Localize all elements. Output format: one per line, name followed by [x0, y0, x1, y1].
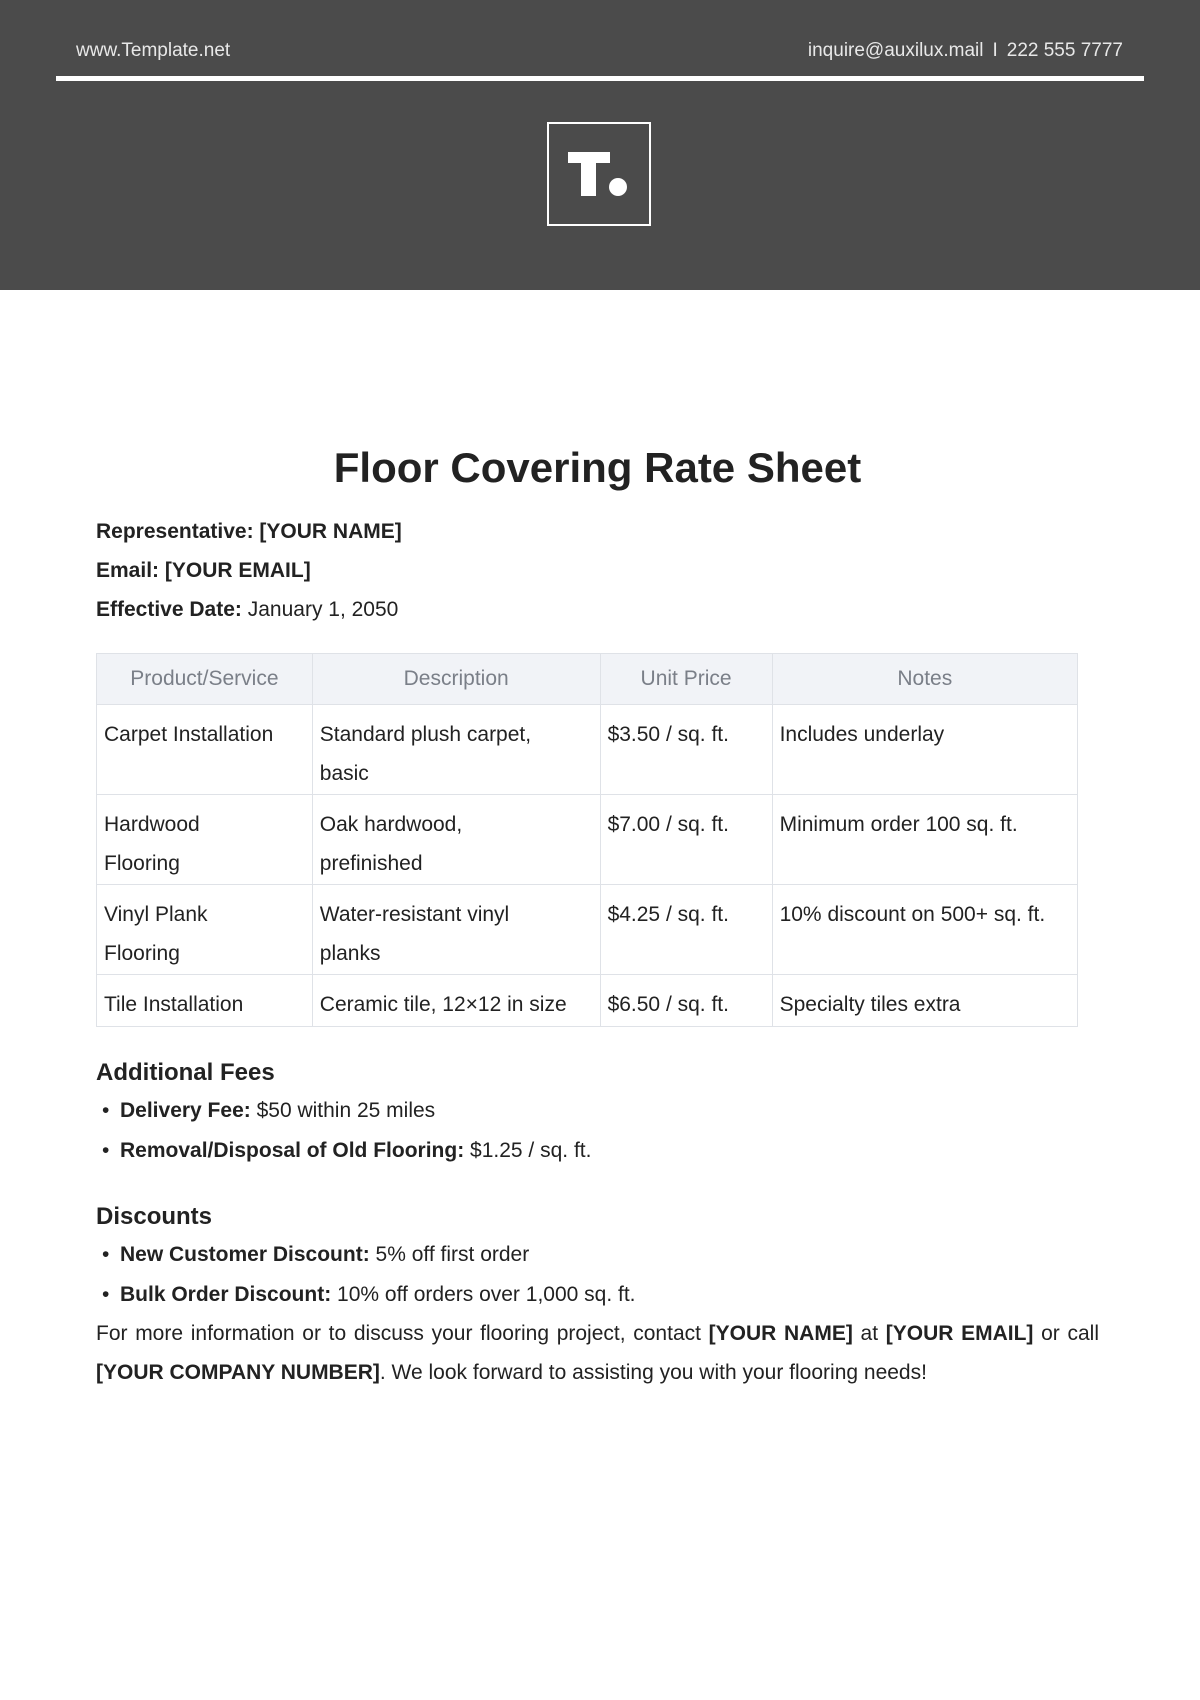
column-header-notes: Notes: [772, 654, 1077, 705]
closing-text: . We look forward to assisting you with your flooring needs!: [379, 1361, 927, 1384]
fee-value: $1.25 / sq. ft.: [470, 1139, 592, 1162]
table-row: [97, 975, 1078, 1027]
company-logo: [547, 122, 651, 226]
discount-item-bulk: [102, 1280, 636, 1310]
price-cell: $3.50 / sq. ft.: [600, 705, 772, 795]
website-link[interactable]: www.Template.net: [76, 40, 231, 61]
fee-label: Delivery Fee:: [120, 1099, 251, 1122]
product-line-1: Carpet Installation: [104, 723, 274, 746]
column-header-description: Description: [312, 654, 600, 705]
page-header: [0, 0, 1200, 290]
closing-text: or call: [1033, 1322, 1100, 1345]
closing-email: [YOUR EMAIL]: [885, 1322, 1034, 1345]
discount-label: Bulk Order Discount:: [120, 1283, 332, 1306]
fee-label: Removal/Disposal of Old Flooring:: [120, 1139, 465, 1162]
description-cell: [312, 795, 600, 885]
contact-separator: I: [992, 40, 998, 61]
bullet-icon: •: [102, 1243, 110, 1266]
notes-cell: Includes underlay: [772, 705, 1077, 795]
effective-date-line: [96, 595, 398, 625]
rate-table: [96, 653, 1078, 1027]
effective-date-label: Effective Date:: [96, 598, 242, 621]
description-line-1: Ceramic tile, 12×12 in size: [319, 993, 567, 1016]
price-cell: $4.25 / sq. ft.: [600, 885, 772, 975]
description-line-1: Standard plush carpet,: [319, 723, 532, 746]
product-line-2: Flooring: [104, 942, 180, 965]
description-cell: [312, 885, 600, 975]
page-title: Floor Covering Rate Sheet: [333, 444, 862, 491]
closing-company-number: [YOUR COMPANY NUMBER]: [96, 1361, 380, 1384]
email-label: Email:: [96, 559, 160, 582]
column-header-unit-price: Unit Price: [600, 654, 772, 705]
product-cell: [97, 975, 313, 1027]
discount-value: 10% off orders over 1,000 sq. ft.: [337, 1283, 636, 1306]
email-line: [96, 556, 311, 586]
description-line-1: Oak hardwood,: [319, 813, 463, 836]
product-cell: [97, 705, 313, 795]
closing-paragraph: [96, 1314, 1099, 1392]
discounts-heading: Discounts: [96, 1203, 213, 1230]
fee-value: $50 within 25 miles: [256, 1099, 436, 1122]
representative-value: [YOUR NAME]: [259, 520, 402, 543]
column-header-product: Product/Service: [97, 654, 313, 705]
representative-line: [96, 517, 402, 547]
closing-name: [YOUR NAME]: [708, 1322, 853, 1345]
description-line-2: basic: [319, 762, 369, 785]
table-header-row: [97, 654, 1078, 705]
header-contact: [808, 40, 1123, 62]
description-cell: [312, 975, 600, 1027]
description-line-2: planks: [319, 942, 381, 965]
representative-label: Representative:: [96, 520, 254, 543]
table-row: [97, 705, 1078, 795]
table-row: [97, 885, 1078, 975]
closing-text: For more information or to discuss your flooring project, contact: [96, 1322, 709, 1345]
product-line-1: Hardwood: [104, 813, 200, 836]
product-line-2: Flooring: [104, 852, 180, 875]
table-row: [97, 795, 1078, 885]
product-cell: [97, 795, 313, 885]
closing-text: at: [852, 1322, 886, 1345]
discount-item-new-customer: [102, 1240, 529, 1270]
description-cell: [312, 705, 600, 795]
product-line-1: Tile Installation: [104, 993, 244, 1016]
fee-item-delivery: [102, 1096, 435, 1126]
additional-fees-heading: Additional Fees: [96, 1059, 275, 1086]
contact-phone[interactable]: 222 555 7777: [1006, 40, 1123, 61]
product-line-1: Vinyl Plank: [104, 903, 208, 926]
bullet-icon: •: [102, 1139, 110, 1162]
notes-cell: Specialty tiles extra: [772, 975, 1077, 1027]
description-line-1: Water-resistant vinyl: [319, 903, 510, 926]
price-cell: $7.00 / sq. ft.: [600, 795, 772, 885]
effective-date-value: January 1, 2050: [247, 598, 399, 621]
logo-icon: [549, 124, 649, 224]
fee-item-removal: [102, 1136, 591, 1166]
header-divider: [56, 76, 1144, 81]
email-value: [YOUR EMAIL]: [164, 559, 311, 582]
discount-label: New Customer Discount:: [120, 1243, 370, 1266]
description-line-2: prefinished: [319, 852, 423, 875]
discount-value: 5% off first order: [375, 1243, 530, 1266]
bullet-icon: •: [102, 1099, 110, 1122]
notes-cell: Minimum order 100 sq. ft.: [772, 795, 1077, 885]
product-cell: [97, 885, 313, 975]
bullet-icon: •: [102, 1283, 110, 1306]
price-cell: $6.50 / sq. ft.: [600, 975, 772, 1027]
contact-email[interactable]: inquire@auxilux.mail: [807, 40, 984, 61]
notes-cell: 10% discount on 500+ sq. ft.: [772, 885, 1077, 975]
